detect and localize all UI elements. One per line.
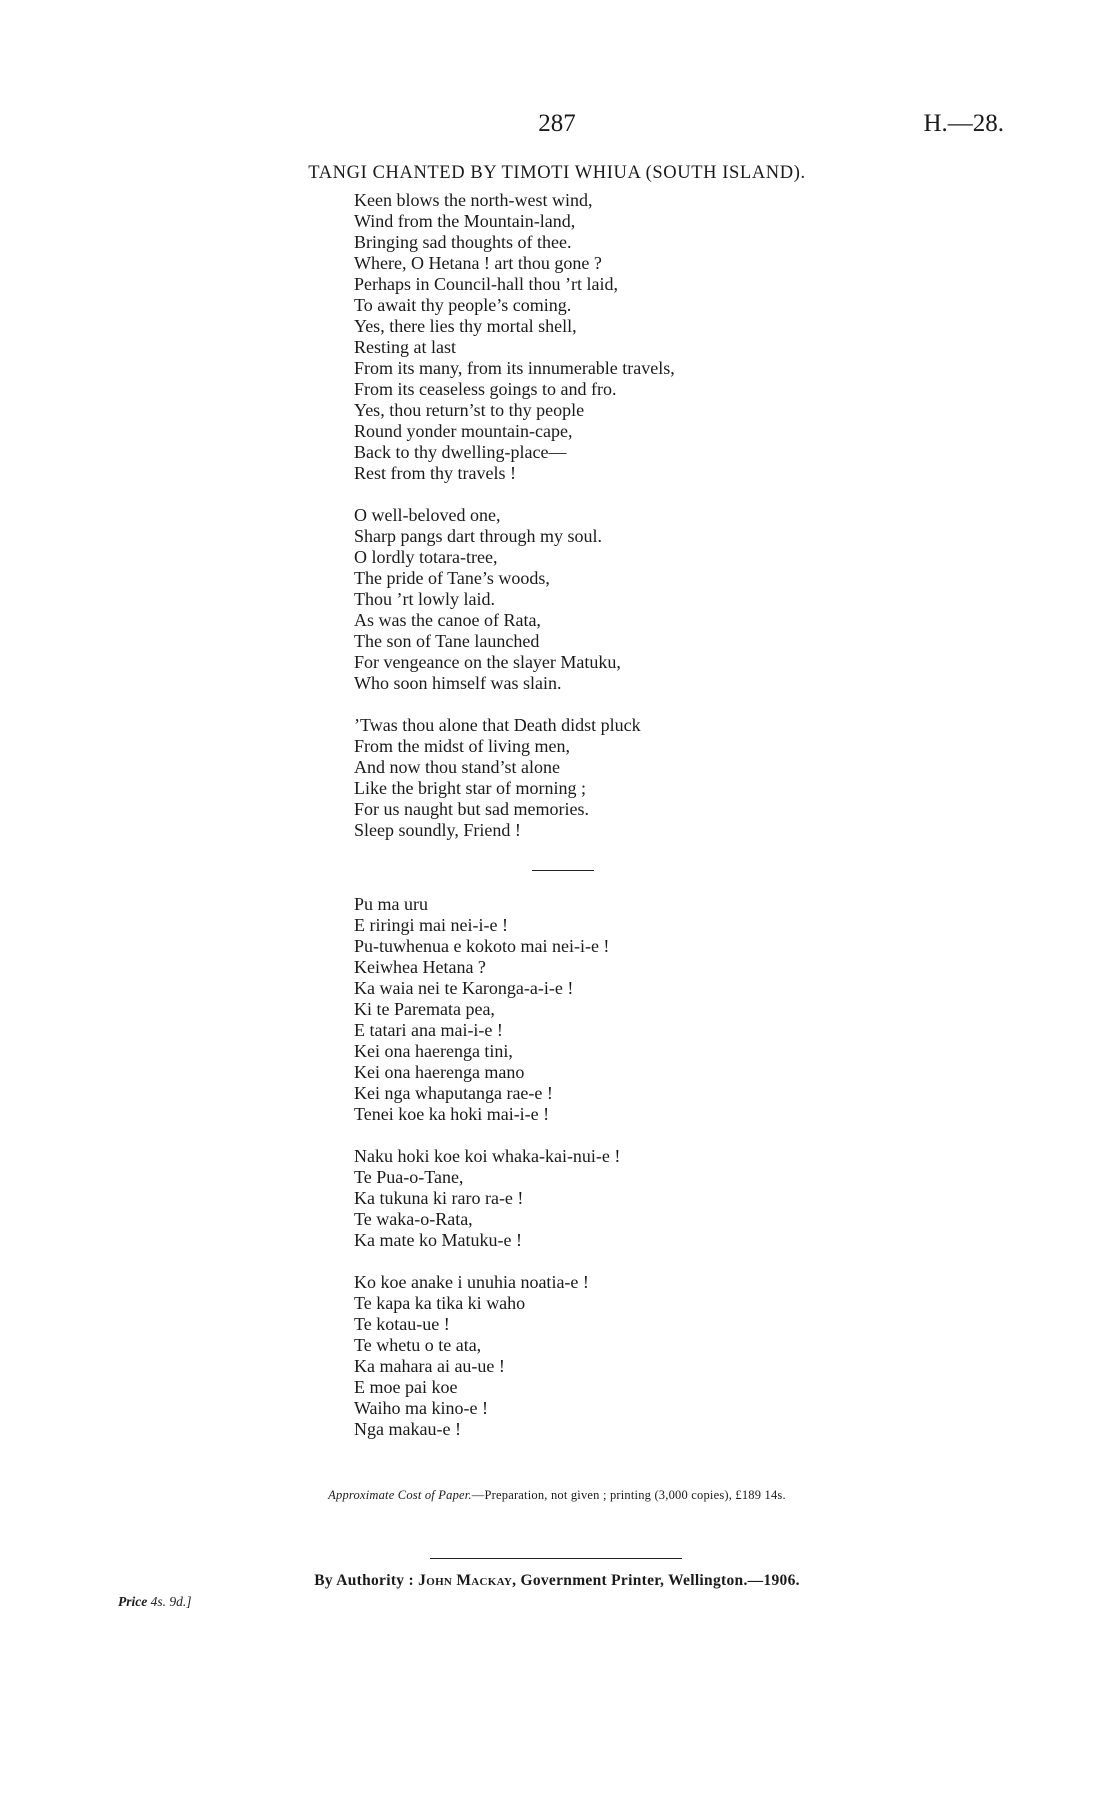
poem-line: For us naught but sad memories.: [354, 799, 589, 819]
maori-stanza-3: [354, 1272, 589, 1440]
poem-line: ’Twas thou alone that Death didst pluck: [354, 715, 641, 735]
poem-line: Nga makau-e !: [354, 1419, 461, 1439]
page-number: 287: [538, 110, 576, 137]
poem-line: The pride of Tane’s woods,: [354, 568, 550, 588]
imprint-suffix: Government Printer, Wellington.—1906.: [520, 1572, 800, 1589]
poem-line: Resting at last: [354, 337, 456, 357]
poem-line: Ka mate ko Matuku-e !: [354, 1230, 522, 1250]
poem-line: Perhaps in Council-hall thou ’rt laid,: [354, 274, 618, 294]
poem-line: Ko koe anake i unuhia noatia-e !: [354, 1272, 589, 1292]
poem-line: Tenei koe ka hoki mai-i-e !: [354, 1104, 550, 1124]
poem-line: Waiho ma kino-e !: [354, 1398, 489, 1418]
poem-line: Keiwhea Hetana ?: [354, 957, 486, 977]
maori-stanza-1: [354, 894, 609, 1125]
poem-line: From its ceaseless goings to and fro.: [354, 379, 617, 399]
poem-line: The son of Tane launched: [354, 631, 540, 651]
price-value: 4s. 9d.]: [150, 1594, 192, 1609]
poem-line: Te whetu o te ata,: [354, 1335, 482, 1355]
poem-line: And now thou stand’st alone: [354, 757, 560, 777]
poem-line: Thou ’rt lowly laid.: [354, 589, 495, 609]
poem-line: Pu ma uru: [354, 894, 428, 914]
poem-line: Kei ona haerenga mano: [354, 1062, 525, 1082]
poem-line: From the midst of living men,: [354, 736, 570, 756]
poem-line: O well-beloved one,: [354, 505, 501, 525]
poem-line: Ka mahara ai au-ue !: [354, 1356, 505, 1376]
printer-name: John Mackay,: [418, 1572, 517, 1589]
poem-line: Wind from the Mountain-land,: [354, 211, 576, 231]
poem-line: Te kapa ka tika ki waho: [354, 1293, 526, 1313]
footer-divider: [430, 1558, 682, 1559]
poem-line: Back to thy dwelling-place—: [354, 442, 567, 462]
printer-imprint: [0, 1572, 1114, 1590]
poem-line: Ka tukuna ki raro ra-e !: [354, 1188, 524, 1208]
poem-line: Pu-tuwhenua e kokoto mai nei-i-e !: [354, 936, 610, 956]
poem-line: Round yonder mountain-cape,: [354, 421, 573, 441]
maori-stanza-2: [354, 1146, 620, 1251]
poem-line: E riringi mai nei-i-e !: [354, 915, 508, 935]
poem-line: For vengeance on the slayer Matuku,: [354, 652, 621, 672]
poem-line: Sharp pangs dart through my soul.: [354, 526, 602, 546]
document-reference: H.—28.: [923, 110, 1004, 137]
poem-line: Te kotau-ue !: [354, 1314, 450, 1334]
poem-line: Where, O Hetana ! art thou gone ?: [354, 253, 602, 273]
english-stanza-3: [354, 715, 641, 841]
poem-line: Te waka-o-Rata,: [354, 1209, 473, 1229]
poem-line: Ki te Paremata pea,: [354, 999, 495, 1019]
poem-line: E moe pai koe: [354, 1377, 458, 1397]
poem-line: Yes, thou return’st to thy people: [354, 400, 585, 420]
poem-line: Like the bright star of morning ;: [354, 778, 586, 798]
poem-line: Te Pua-o-Tane,: [354, 1167, 464, 1187]
poem-line: As was the canoe of Rata,: [354, 610, 541, 630]
poem-line: O lordly totara-tree,: [354, 547, 498, 567]
english-stanza-2: [354, 505, 621, 694]
poem-line: Rest from thy travels !: [354, 463, 516, 483]
poem-title: TANGI CHANTED BY TIMOTI WHIUA (SOUTH ISLAND).: [308, 163, 806, 183]
poem-line: Kei ona haerenga tini,: [354, 1041, 513, 1061]
cost-text: —Preparation, not given ; printing (3,000 copies), £189 14s.: [471, 1488, 786, 1502]
imprint-prefix: By Authority :: [314, 1572, 414, 1589]
approximate-cost-note: [0, 1488, 1114, 1503]
section-divider: [532, 870, 594, 871]
price-label: Price: [118, 1594, 148, 1609]
poem-line: Ka waia nei te Karonga-a-i-e !: [354, 978, 574, 998]
poem-line: Yes, there lies thy mortal shell,: [354, 316, 577, 336]
poem-line: Keen blows the north-west wind,: [354, 190, 593, 210]
cost-label: Approximate Cost of Paper.: [328, 1488, 472, 1502]
poem-line: Kei nga whaputanga rae-e !: [354, 1083, 553, 1103]
price-note: [118, 1594, 192, 1610]
english-stanza-1: [354, 190, 675, 484]
poem-line: From its many, from its innumerable travels,: [354, 358, 675, 378]
poem-line: E tatari ana mai-i-e !: [354, 1020, 503, 1040]
poem-line: Naku hoki koe koi whaka-kai-nui-e !: [354, 1146, 621, 1166]
poem-line: Bringing sad thoughts of thee.: [354, 232, 572, 252]
poem-line: To await thy people’s coming.: [354, 295, 572, 315]
poem-line: Sleep soundly, Friend !: [354, 820, 521, 840]
poem-line: Who soon himself was slain.: [354, 673, 562, 693]
